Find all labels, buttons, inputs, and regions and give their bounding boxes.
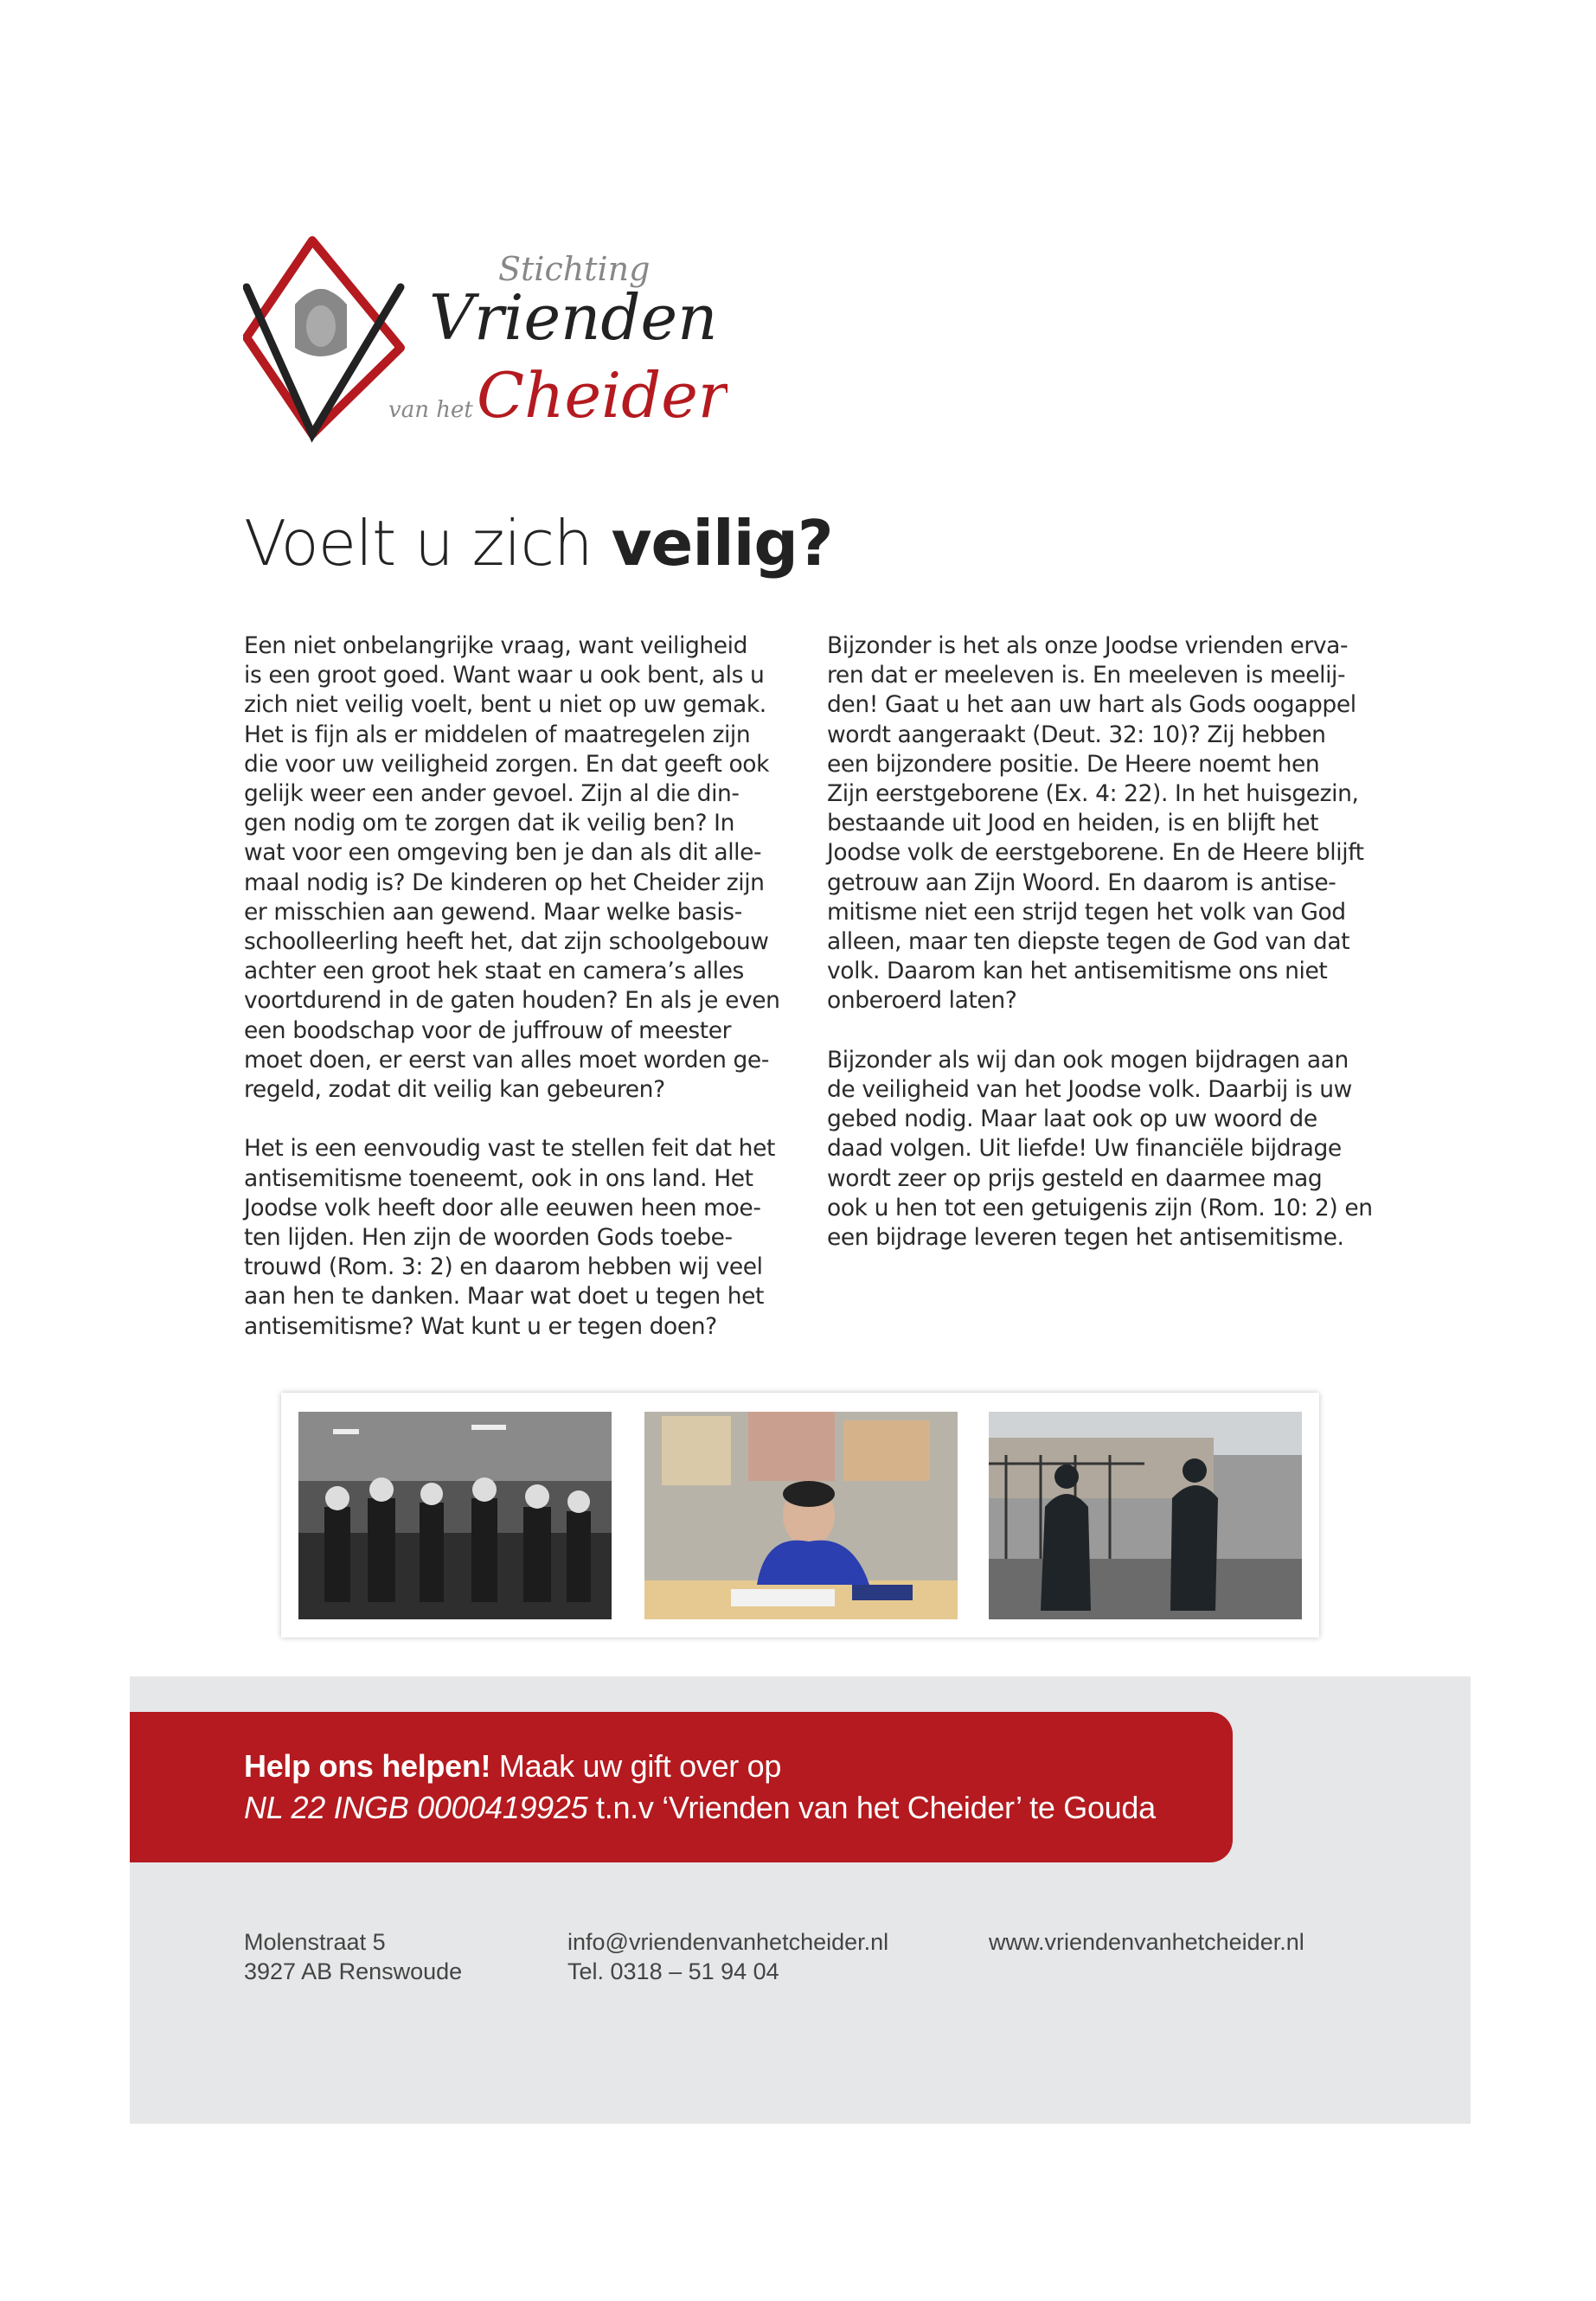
paragraph: Bijzonder als wij dan ook mogen bijdragen aan de veiligheid van het Joodse volk. Daarbij is uw gebed nodig. Maar laat ook op uw woord de daad volgen. Uit liefde! Uw financiële bijdrage wordt zeer op prijs gesteld en daarmee mag ook u hen tot een getuigenis zijn (Rom. 10: 2) en een bijdrage leveren tegen het antisemitisme. <box>827 1046 1373 1252</box>
article-column-left <box>244 631 798 1371</box>
paragraph: Bijzonder is het als onze Joodse vrienden erva- ren dat er meeleven is. En meeleven is meelij- den! Gaat u het aan uw hart als Gods oogappel wordt aangeraakt (Deut. 32: 10)? Zij hebben een bijzondere positie. De Heere noemt hen Zijn eerstgeborene (Ex. 4: 22). In het huisgezin, bestaande uit Jood en heiden, is en blijft het Joodse volk de eerstgeborene. En de Heere blijft getrouw aan Zijn Woord. En daarom is antise- mitisme niet een strijd tegen het volk van God alleen, maar ten diepste tegen de God van dat volk. Daarom kan het antisemitisme ons niet onberoerd laten? <box>827 632 1364 1015</box>
donation-iban: NL 22 INGB 0000419925 <box>244 1790 588 1825</box>
contact-address <box>244 1927 462 1986</box>
title-regular: Voelt u zich <box>244 507 612 580</box>
contact-street: Molenstraat 5 <box>244 1929 386 1955</box>
photo-security-guards <box>989 1412 1302 1619</box>
donation-bold: Help ons helpen! <box>244 1748 491 1784</box>
page-title <box>244 507 833 580</box>
paragraph: Het is een eenvoudig vast te stellen feit dat het antisemitisme toeneemt, ook in ons land. Het Joodse volk heeft door alle eeuwen heen moe- ten lijden. Hen zijn de woorden Gods toebe- trouwd (Rom. 3: 2) en daarom hebben wij veel aan hen te danken. Maar wat doet u tegen het antisemitisme? Wat kunt u er tegen doen? <box>244 1135 775 1340</box>
logo-van-het: van het <box>388 397 473 423</box>
logo <box>243 235 727 443</box>
contact-city: 3927 AB Renswoude <box>244 1958 463 1984</box>
paragraph: Een niet onbelangrijke vraag, want veiligheid is een groot goed. Want waar u ook bent, als u zich niet veilig voelt, bent u niet op uw gemak. Het is fijn als er middelen of maatregelen zijn die voor uw veiligheid zorgen. En dat geeft ook gelijk weer een ander gevoel. Zijn al die din- gen nodig om te zorgen dat ik veilig ben? In wat voor een omgeving ben je dan als dit alle- maal nodig is? De kinderen op het Cheider zijn er misschien aan gewend. Maar welke basis- schoolleerling heeft het, dat zijn schoolgebouw achter een groot hek staat en camera’s alles voortdurend in de gaten houden? En als je even een boodschap voor de juffrouw of meester moet doen, er eerst van alles moet worden ge- regeld, zodat dit veilig kan gebeuren? <box>244 632 780 1104</box>
donation-recipient: t.n.v ‘Vrienden van het Cheider’ te Gouda <box>587 1790 1156 1825</box>
title-bold: veilig? <box>611 507 833 580</box>
diamond-emblem-icon <box>247 240 401 434</box>
photo-boy-writing <box>644 1412 958 1619</box>
contact-details <box>567 1927 888 1986</box>
contact-phone: Tel. 0318 – 51 94 04 <box>567 1958 779 1984</box>
logo-cheider: Cheider <box>477 359 727 432</box>
photo-strip <box>281 1393 1319 1638</box>
article-column-right <box>827 631 1398 1282</box>
contact-email[interactable]: info@vriendenvanhetcheider.nl <box>567 1929 889 1955</box>
donation-banner <box>130 1712 1233 1862</box>
logo-stichting: Stichting <box>498 250 651 288</box>
donation-call <box>244 1748 781 1785</box>
contact-web <box>989 1927 1304 1957</box>
logo-vrienden: Vrienden <box>429 281 718 354</box>
donation-account <box>244 1790 1156 1826</box>
photo-children-classroom <box>298 1412 612 1619</box>
contact-website[interactable]: www.vriendenvanhetcheider.nl <box>989 1929 1304 1955</box>
donation-text: Maak uw gift over op <box>490 1748 782 1784</box>
